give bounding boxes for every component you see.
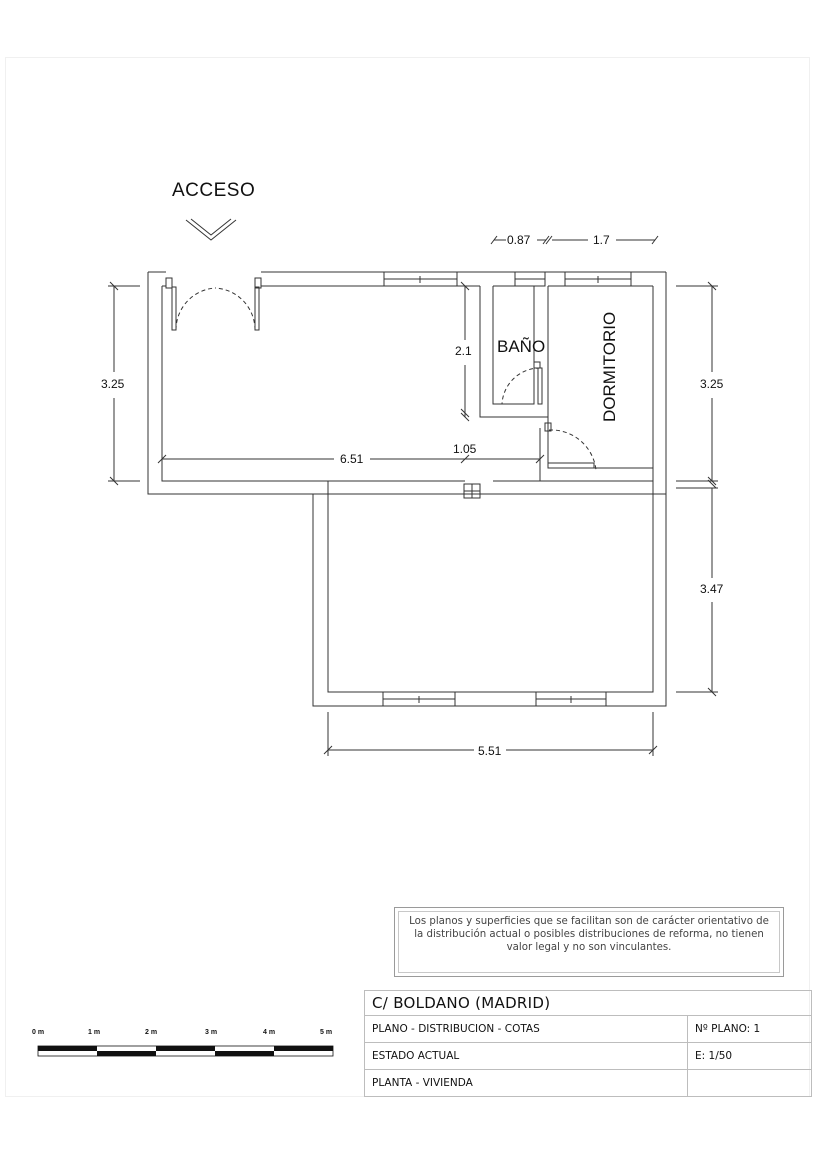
state-cell: ESTADO ACTUAL <box>365 1043 688 1070</box>
bedroom-label: DORMITORIO <box>600 311 619 422</box>
scale-tick-3: 3 m <box>205 1029 218 1036</box>
disclaimer-box <box>394 907 784 977</box>
plan-type-cell: PLANO - DISTRIBUCION - COTAS <box>365 1016 688 1043</box>
dimension-lines <box>108 236 718 756</box>
dim-bathroom-height: 2.1 <box>455 344 472 358</box>
dim-right-upper-height: 3.25 <box>700 377 724 391</box>
empty-cell <box>688 1070 812 1097</box>
plan-number-cell: Nº PLANO: 1 <box>688 1016 812 1043</box>
bottom-windows <box>383 692 606 706</box>
title-block <box>364 990 812 1097</box>
bedroom-walls <box>313 417 666 494</box>
entrance-door <box>166 278 261 330</box>
dim-left-height: 3.25 <box>101 377 125 391</box>
top-windows <box>384 272 631 286</box>
sink-fixture <box>464 484 480 498</box>
outer-walls <box>148 272 666 706</box>
scale-cell: E: 1/50 <box>688 1043 812 1070</box>
dim-top-left: 0.87 <box>507 233 531 247</box>
floor-cell: PLANTA - VIVIENDA <box>365 1070 688 1097</box>
bathroom-label: BAÑO <box>497 337 546 356</box>
dim-top-right: 1.7 <box>593 233 610 247</box>
access-label: ACCESO <box>172 180 256 201</box>
access-arrow <box>186 219 236 240</box>
scale-tick-2: 2 m <box>145 1029 158 1036</box>
scale-bar <box>38 1046 333 1056</box>
dim-door-width: 1.05 <box>453 442 477 456</box>
disclaimer-text: Los planos y superficies que se facilitan son de carácter orientativo de la distribución actual o posibles distribuciones de reforma, no tienen valor legal y no son vinculantes. <box>398 911 780 973</box>
address-cell: C/ BOLDANO (MADRID) <box>365 991 812 1016</box>
dim-lower-width: 5.51 <box>478 744 502 758</box>
scale-tick-4: 4 m <box>263 1029 276 1036</box>
scale-tick-1: 1 m <box>88 1029 101 1036</box>
dim-right-lower-height: 3.47 <box>700 582 724 596</box>
scale-tick-0: 0 m <box>32 1029 45 1036</box>
dim-upper-width: 6.51 <box>340 452 364 466</box>
scale-tick-5: 5 m <box>320 1029 333 1036</box>
